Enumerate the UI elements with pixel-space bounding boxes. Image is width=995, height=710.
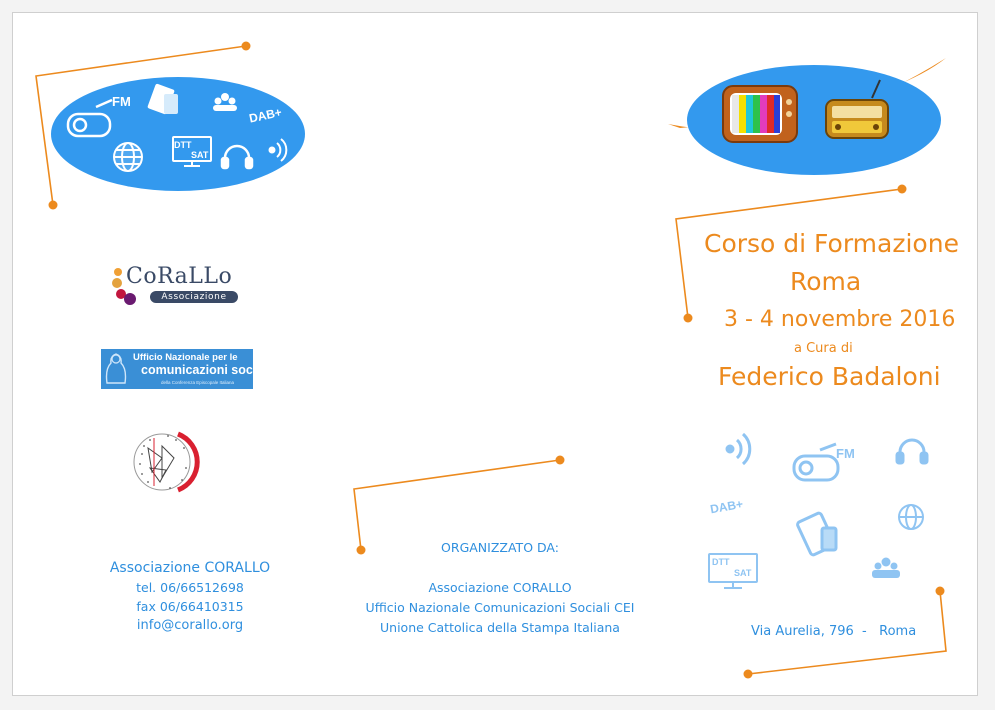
speaker-name: Federico Badaloni — [718, 362, 941, 391]
ufficio-logo — [101, 349, 271, 389]
ucsi-seal-logo — [126, 428, 212, 496]
corallo-logo-name: CoRaLLo — [126, 264, 233, 289]
course-dates: 3 - 4 novembre 2016 — [724, 307, 956, 332]
organizer-item: Associazione CORALLO — [428, 580, 572, 595]
course-title: Corso di Formazione — [704, 229, 959, 258]
headphones-icon — [897, 440, 927, 463]
organizers-block — [340, 538, 660, 638]
contact-email[interactable]: info@corallo.org — [136, 618, 244, 633]
right-media-ellipse — [686, 62, 944, 178]
radio-icon — [794, 444, 838, 480]
sat-label: SAT — [734, 568, 752, 578]
course-city: Roma — [790, 267, 862, 296]
corallo-logo — [108, 264, 240, 308]
saint-figure-icon — [101, 349, 131, 389]
address: Via Aurelia, 796 - Roma — [751, 624, 917, 639]
curated-by: a Cura di — [794, 341, 853, 356]
ufficio-line3: della Conferenza Episcopale Italiana — [161, 380, 235, 385]
dab-label: DAB+ — [247, 104, 284, 126]
contact-fax: fax 06/66410315 — [136, 599, 244, 614]
contact-tel: tel. 06/66512698 — [136, 580, 244, 595]
contact-org: Associazione CORALLO — [109, 560, 271, 576]
retro-tv-icon — [723, 86, 797, 142]
dab-label: DAB+ — [709, 496, 745, 517]
tablet-icon — [797, 512, 836, 556]
contact-block — [60, 558, 320, 635]
organizer-item: Ufficio Nazionale Comunicazioni Sociali CEI — [365, 600, 635, 615]
corallo-logo-sub: Associazione — [150, 291, 238, 303]
organizer-item: Unione Cattolica della Stampa Italiana — [380, 620, 620, 635]
globe-icon — [114, 143, 142, 171]
organizers-heading: ORGANIZZATO DA: — [441, 540, 559, 555]
ufficio-line2: comunicazioni sociali — [141, 363, 271, 377]
dtt-label: DTT — [174, 140, 192, 150]
sat-label: SAT — [191, 150, 209, 160]
ufficio-line1: Ufficio Nazionale per le — [133, 352, 238, 363]
dtt-label: DTT — [712, 557, 730, 567]
signal-icon — [727, 434, 750, 464]
globe-icon — [899, 505, 923, 529]
right-media-icons — [700, 428, 940, 592]
fm-label: FM — [112, 94, 131, 109]
left-media-ellipse — [50, 74, 308, 194]
people-icon — [872, 558, 900, 579]
fm-label: FM — [836, 446, 855, 461]
